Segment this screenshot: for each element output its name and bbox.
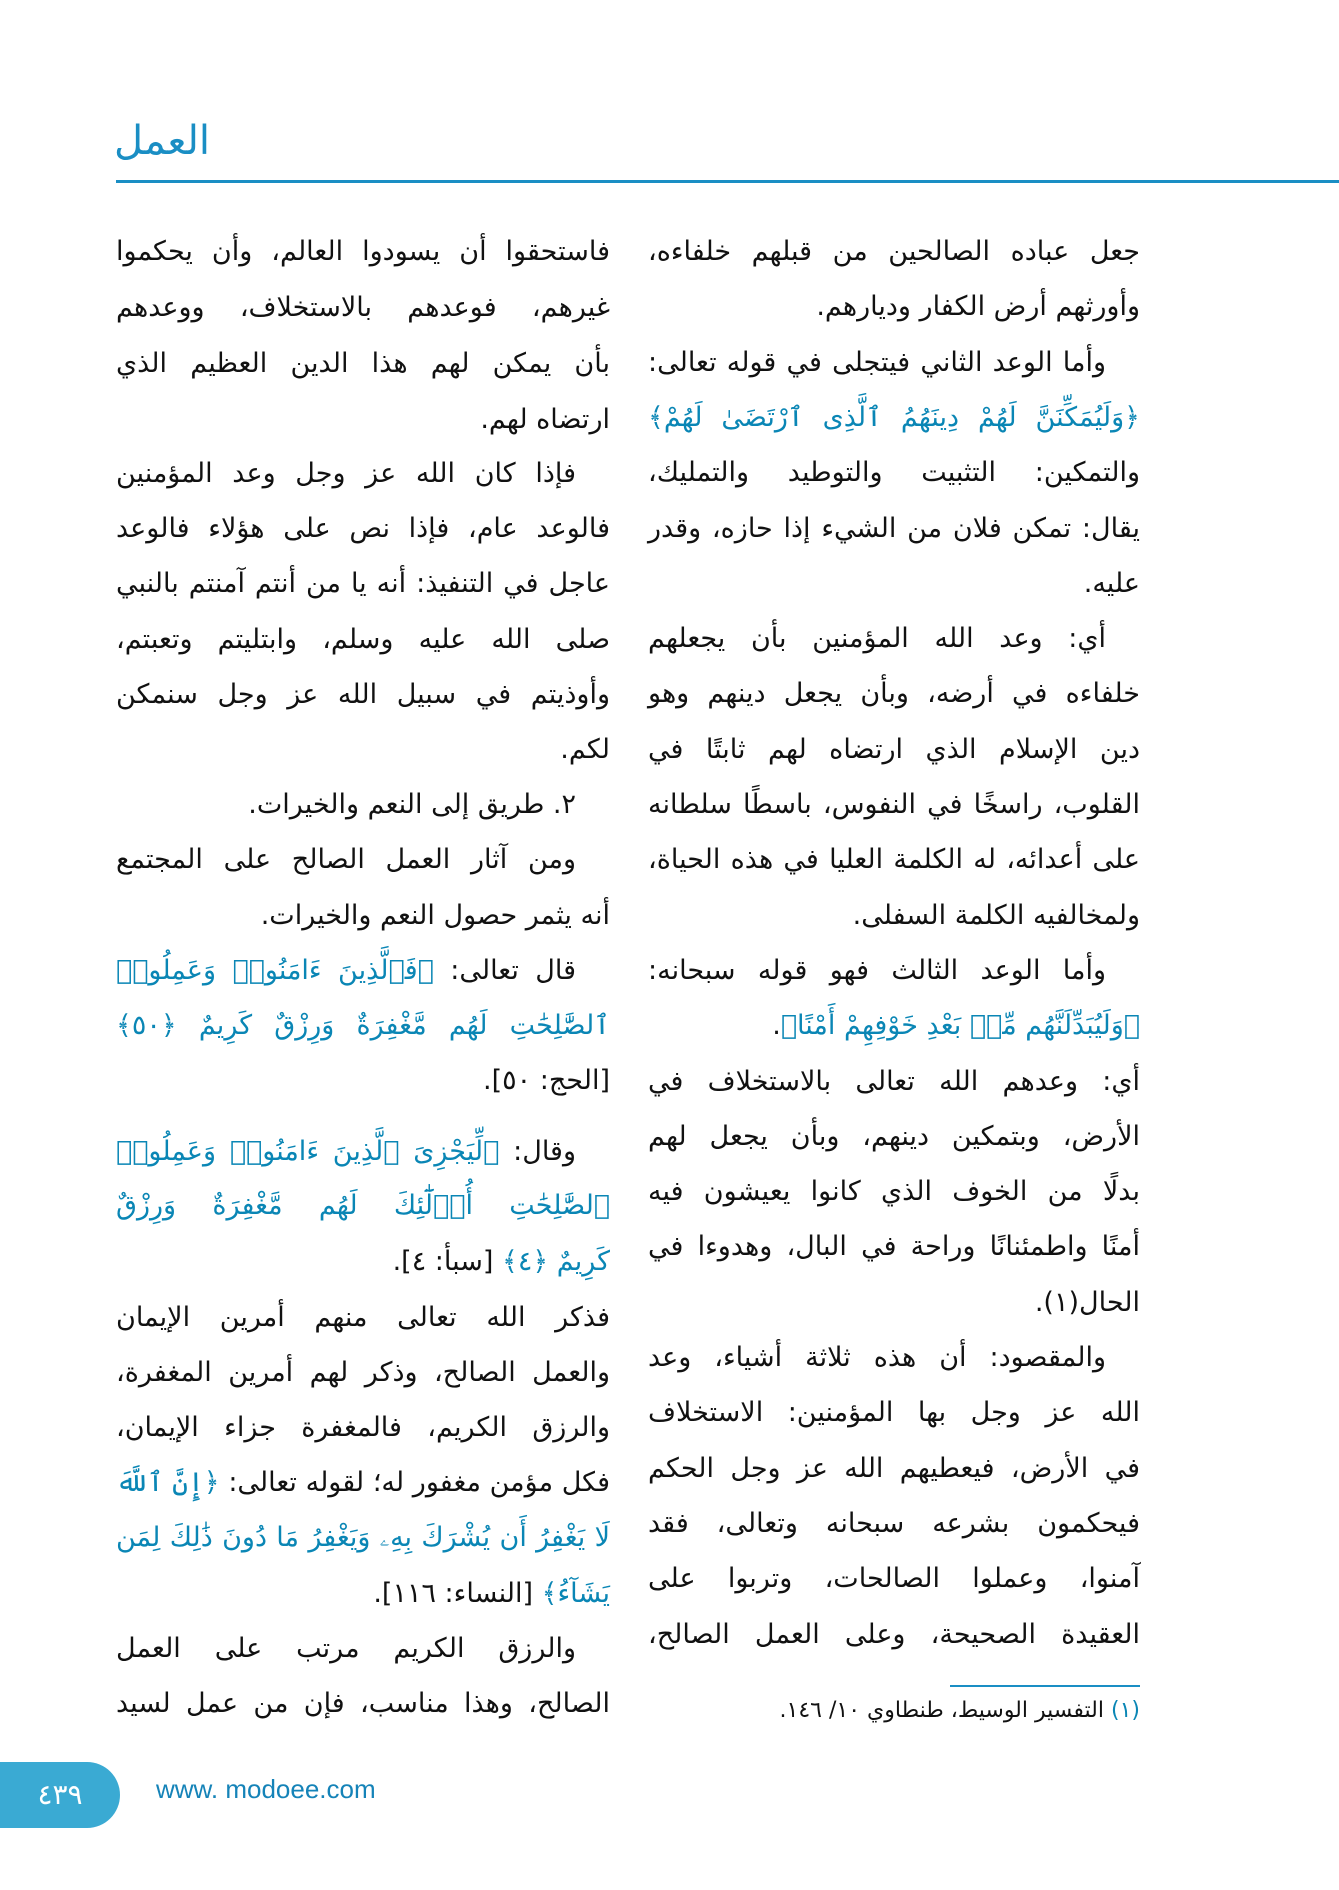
body-text: القلوب، راسخًا في النفوس، باسطًا سلطانه xyxy=(648,789,1140,820)
left-column-line xyxy=(116,1346,610,1400)
body-text: على أعدائه، له الكلمة العليا في هذه الحياة، xyxy=(648,844,1140,876)
body-text: فإذا كان الله عز وجل وعد المؤمنين xyxy=(116,458,576,489)
left-column-line xyxy=(116,225,610,279)
left-column-line xyxy=(116,1054,610,1108)
right-column-line xyxy=(648,1276,1140,1330)
right-column-line xyxy=(648,280,1140,334)
body-text: الحال(١). xyxy=(1034,1286,1140,1318)
body-text: بدلًا من الخوف الذي كانوا يعيشون فيه xyxy=(648,1176,1140,1208)
right-column-line xyxy=(648,1165,1140,1219)
quran-verse: كَرِيمٌ ﴿٤﴾ xyxy=(502,1246,610,1277)
right-column-line xyxy=(648,502,1140,556)
body-text: [الحج: ٥٠]. xyxy=(483,1065,610,1096)
body-text: وأما الوعد الثالث فهو قوله سبحانه: xyxy=(648,954,1106,986)
quran-verse: ﴿لِّيَجْزِىَ ٱلَّذِينَ ءَامَنُوا۟ وَعَمِلُوا۟ xyxy=(116,1136,500,1167)
body-text: خلفاءه في أرضه، وبأن يجعل دينهم وهو xyxy=(648,678,1140,710)
quran-verse: ﴿وَلَيُبَدِّلَنَّهُم مِّنۢ بَعْدِ خَوْفِهِمْ أَمْنًا﴾ xyxy=(780,1010,1140,1042)
body-text: ارتضاه لهم. xyxy=(480,404,610,435)
body-text: صلى الله عليه وسلم، وابتليتم وتعبتم، xyxy=(116,624,610,655)
body-text: والرزق الكريم مرتب على العمل xyxy=(116,1633,576,1664)
body-text: وأوذيتم في سبيل الله عز وجل سنمكن xyxy=(116,679,610,710)
body-text: فكل مؤمن مغفور له؛ لقوله تعالى: xyxy=(219,1467,611,1498)
quran-verse: لَا يَغْفِرُ أَن يُشْرَكَ بِهِۦ وَيَغْفِرُ مَا دُونَ ذَٰلِكَ لِمَن xyxy=(116,1522,610,1553)
right-column-line xyxy=(648,889,1140,943)
quran-verse: ﴿وَلَيُمَكِّنَنَّ لَهُمْ دِينَهُمُ ٱلَّذِى ٱرْتَضَىٰ لَهُمْ﴾ xyxy=(648,401,1140,433)
body-text: لكم. xyxy=(560,734,610,765)
website-link[interactable]: www. modoee.com xyxy=(156,1774,376,1804)
right-column-line xyxy=(648,944,1140,998)
left-column-line xyxy=(116,557,610,611)
left-column-line xyxy=(116,502,610,556)
left-column-line xyxy=(116,999,610,1053)
right-column-line xyxy=(648,557,1140,611)
left-column-line xyxy=(116,1235,610,1289)
body-text: الأرض، وبتمكين دينهم، وبأن يجعل لهم xyxy=(648,1120,1140,1152)
left-column-line xyxy=(116,337,610,391)
right-column-line xyxy=(648,1220,1140,1274)
right-column-line xyxy=(648,1055,1140,1109)
body-text: وأما الوعد الثاني فيتجلى في قوله تعالى: xyxy=(648,346,1106,378)
body-text: فيحكمون بشرعه سبحانه وتعالى، فقد xyxy=(648,1507,1140,1539)
quran-verse: يَشَآءُ﴾ xyxy=(541,1578,610,1609)
body-text: قال تعالى: xyxy=(433,955,577,986)
left-column-line xyxy=(116,447,610,501)
body-text: والعمل الصالح، وذكر لهم أمرين المغفرة، xyxy=(116,1357,610,1388)
body-text: عاجل في التنفيذ: أنه يا من أنتم آمنتم بالنبي xyxy=(116,568,610,599)
body-text: فاستحقوا أن يسودوا العالم، وأن يحكموا xyxy=(116,236,610,267)
left-column-line xyxy=(116,833,610,887)
body-text: آمنوا، وعملوا الصالحات، وتربوا على xyxy=(648,1563,1140,1595)
left-column-line xyxy=(116,1567,610,1621)
body-text: غيرهم، فوعدهم بالاستخلاف، ووعدهم xyxy=(116,292,610,323)
left-column-line xyxy=(116,1125,610,1179)
body-text: أي: وعد الله المؤمنين بأن يجعلهم xyxy=(648,623,1106,655)
body-text: ومن آثار العمل الصالح على المجتمع xyxy=(116,844,576,875)
body-text: فالوعد عام، فإذا نص على هؤلاء فالوعد xyxy=(116,513,610,544)
body-text: ولمخالفيه الكلمة السفلى. xyxy=(852,899,1140,931)
body-text: والتمكين: التثبيت والتوطيد والتمليك، xyxy=(648,457,1140,489)
body-text: جعل عباده الصالحين من قبلهم خلفاءه، xyxy=(648,236,1140,267)
footnote-number: (١) xyxy=(1110,1698,1140,1723)
left-column-line xyxy=(116,1456,610,1510)
left-column-line xyxy=(116,393,610,447)
right-column-line xyxy=(648,225,1140,279)
footnote xyxy=(700,1698,1140,1723)
left-column-line xyxy=(116,889,610,943)
left-column-line xyxy=(116,1677,610,1731)
page-number: ٤٣٩ xyxy=(0,1762,120,1828)
left-column-line xyxy=(116,1622,610,1676)
left-column-line xyxy=(116,1401,610,1455)
body-text: وأورثهم أرض الكفار وديارهم. xyxy=(816,291,1140,323)
right-column-line xyxy=(648,446,1140,500)
body-text: [النساء: ١١٦]. xyxy=(373,1578,542,1609)
right-column-line xyxy=(648,667,1140,721)
right-column-line xyxy=(648,778,1140,832)
body-text: وقال: xyxy=(499,1136,576,1167)
left-column-line xyxy=(116,281,610,335)
footnote-text: التفسير الوسيط، طنطاوي ١٠/ ١٤٦. xyxy=(779,1698,1104,1723)
right-column-line xyxy=(648,1497,1140,1551)
right-column-line xyxy=(648,1608,1140,1662)
header-divider xyxy=(116,180,1339,183)
right-column-line xyxy=(648,999,1140,1053)
body-text: . xyxy=(772,1010,781,1042)
right-column-line xyxy=(648,612,1140,666)
quran-verse: ﴿إِنَّ ٱللَّهَ xyxy=(116,1467,220,1498)
footnote-divider xyxy=(950,1685,1140,1687)
right-column-line xyxy=(648,723,1140,777)
left-column-line xyxy=(116,778,610,832)
right-column-line xyxy=(648,1331,1140,1385)
body-text: والمقصود: أن هذه ثلاثة أشياء، وعد xyxy=(648,1342,1106,1373)
left-column-line xyxy=(116,1511,610,1565)
right-column-line xyxy=(648,1110,1140,1164)
right-column-line xyxy=(648,833,1140,887)
left-column-line xyxy=(116,668,610,722)
body-text: في الأرض، فيعطيهم الله عز وجل الحكم xyxy=(648,1452,1140,1484)
body-text: عليه. xyxy=(1083,567,1140,599)
quran-verse: ﴿فَٱلَّذِينَ ءَامَنُوا۟ وَعَمِلُوا۟ xyxy=(116,955,434,986)
body-text: ٢. طريق إلى النعم والخيرات. xyxy=(248,789,576,820)
left-column-line xyxy=(116,944,610,998)
right-column-line xyxy=(648,391,1140,445)
body-text: والرزق الكريم، فالمغفرة جزاء الإيمان، xyxy=(116,1412,610,1443)
right-column-line xyxy=(648,1442,1140,1496)
body-text: يقال: تمكن فلان من الشيء إذا حازه، وقدر xyxy=(648,512,1140,544)
body-text: الصالح، وهذا مناسب، فإن من عمل لسيد xyxy=(116,1688,610,1719)
right-column-line xyxy=(648,1386,1140,1440)
body-text: بأن يمكن لهم هذا الدين العظيم الذي xyxy=(116,348,610,379)
left-column-line xyxy=(116,1291,610,1345)
left-column-line xyxy=(116,1179,610,1233)
body-text: فذكر الله تعالى منهم أمرين الإيمان xyxy=(116,1302,610,1333)
left-column-line xyxy=(116,723,610,777)
chapter-title: العمل xyxy=(114,118,211,164)
body-text: أمنًا واطمئنانًا وراحة في البال، وهدوءا في xyxy=(648,1231,1140,1263)
quran-verse: ٱلصَّٰلِحَٰتِ لَهُم مَّغْفِرَةٌ وَرِزْقٌ كَرِيمٌ ﴿٥٠﴾ xyxy=(116,1010,610,1041)
body-text: الله عز وجل بها المؤمنين: الاستخلاف xyxy=(648,1397,1140,1429)
right-column-line xyxy=(648,336,1140,390)
body-text: [سبأ: ٤]. xyxy=(392,1246,503,1277)
body-text: أنه يثمر حصول النعم والخيرات. xyxy=(260,900,610,931)
left-column-line xyxy=(116,613,610,667)
body-text: العقيدة الصحيحة، وعلى العمل الصالح، xyxy=(648,1618,1140,1650)
body-text: أي: وعدهم الله تعالى بالاستخلاف في xyxy=(648,1065,1140,1097)
right-column-line xyxy=(648,1552,1140,1606)
body-text: دين الإسلام الذي ارتضاه لهم ثابتًا في xyxy=(648,733,1140,765)
quran-verse: ٱلصَّٰلِحَٰتِ أُو۟لَٰٓئِكَ لَهُم مَّغْفِرَةٌ وَرِزْقٌ xyxy=(116,1190,610,1221)
